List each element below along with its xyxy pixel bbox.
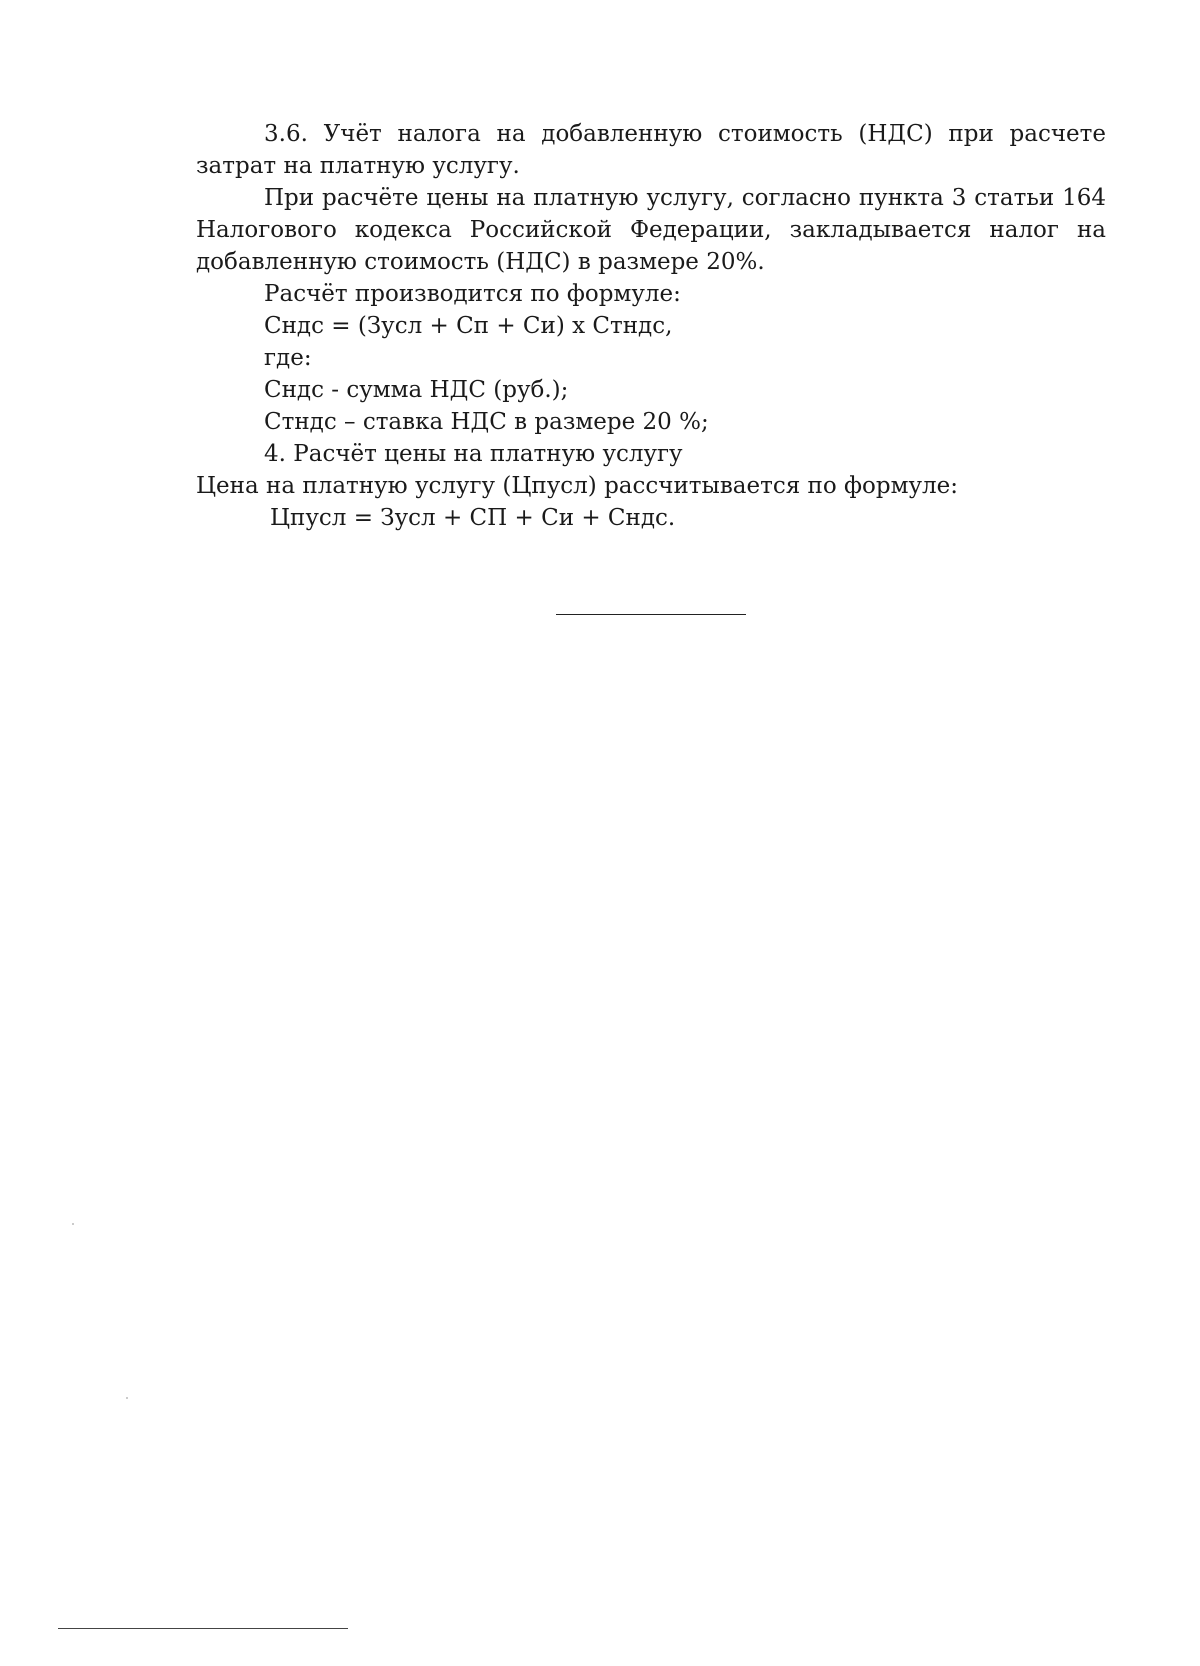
definition-stndc: Стндс – ставка НДС в размере 20 %; <box>264 409 709 435</box>
vat-paragraph: При расчёте цены на платную услугу, согласно пункта 3 статьи 164 Налогового кодекса Российской Федерации, закладывается налог на добавленную стоимость (НДС) в размере 20%. <box>196 185 1106 275</box>
scan-speck <box>72 1223 74 1225</box>
footnote-rule <box>58 1628 348 1629</box>
price-intro: Цена на платную услугу (Цпусл) рассчитывается по формуле: <box>196 473 958 499</box>
section-3-6-heading: 3.6. Учёт налога на добавленную стоимость (НДС) при расчете затрат на платную услугу. <box>196 121 1106 179</box>
scan-speck <box>126 1397 128 1399</box>
end-of-text-rule <box>556 614 746 615</box>
section-4-heading: 4. Расчёт цены на платную услугу <box>264 441 683 467</box>
document-body <box>196 118 1106 534</box>
definition-sndc: Сндс - сумма НДС (руб.); <box>264 377 569 403</box>
where-label: где: <box>264 345 312 371</box>
formula-intro: Расчёт производится по формуле: <box>264 281 681 307</box>
price-formula: Цпусл = Зусл + СП + Си + Сндс. <box>270 505 676 531</box>
vat-formula: Сндс = (Зусл + Сп + Си) х Стндс, <box>264 313 673 339</box>
